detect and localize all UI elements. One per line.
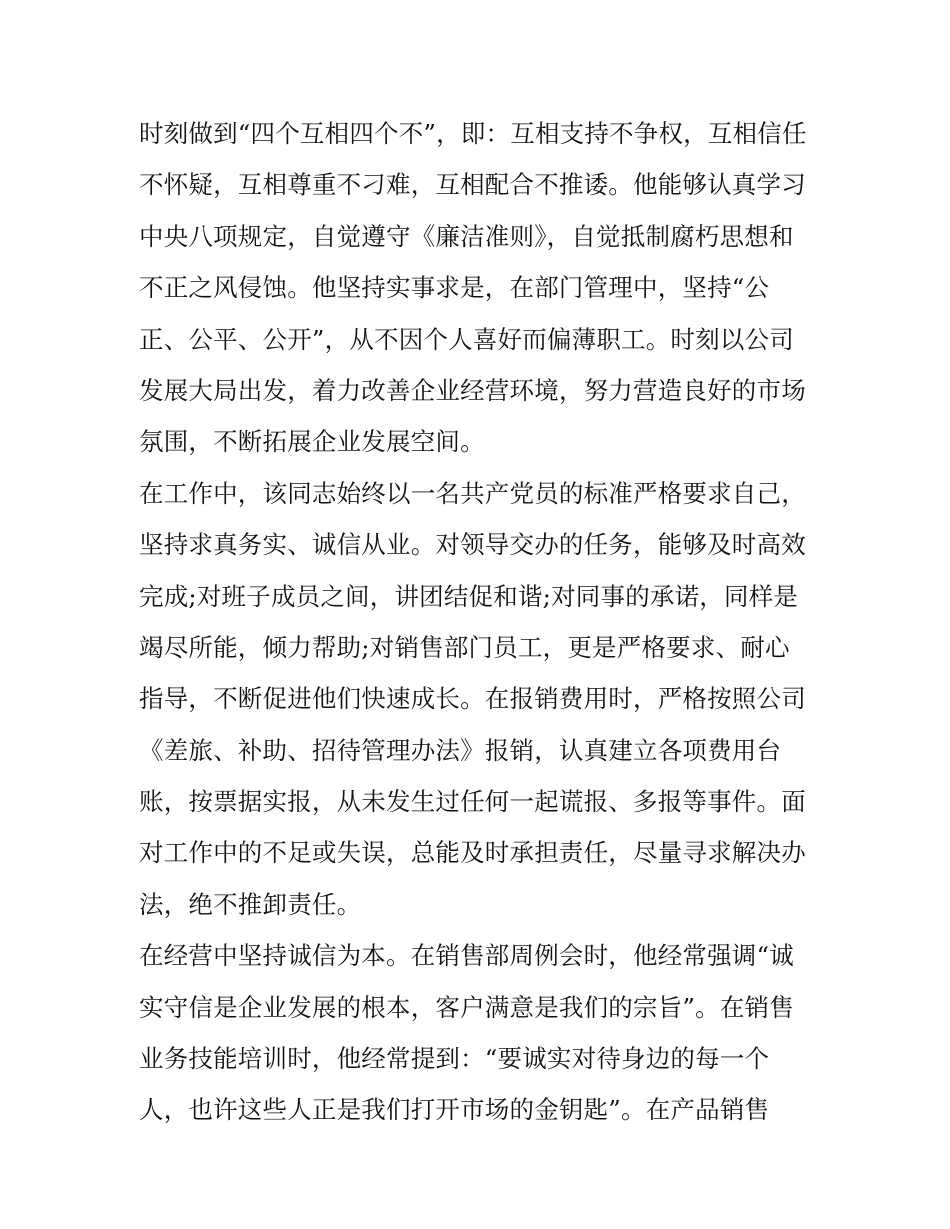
text-line: 发展大局出发，着力改善企业经营环境，努力营造良好的市场	[139, 375, 806, 405]
text-line: 法，绝不推卸责任。	[139, 889, 362, 919]
text-line: 业务技能培训时，他经常提到：“要诚实对待身边的每一个	[139, 1044, 770, 1074]
text-line: 实守信是企业发展的根本，客户满意是我们的宗旨”。在销售	[139, 992, 794, 1022]
text-line: 人，也许这些人正是我们打开市场的金钥匙”。在产品销售	[139, 1095, 770, 1125]
text-line: 指导，不断促进他们快速成长。在报销费用时，严格按照公司	[139, 684, 806, 714]
text-line: 不怀疑，互相尊重不刁难，互相配合不推诿。他能够认真学习	[139, 170, 806, 200]
text-line: 竭尽所能，倾力帮助;对销售部门员工，更是严格要求、耐心	[139, 632, 790, 662]
text-line: 中央八项规定，自觉遵守《廉洁准则》，自觉抵制腐朽思想和	[139, 221, 794, 251]
body-text	[139, 108, 819, 1136]
text-line: 账，按票据实报，从未发生过任何一起谎报、多报等事件。面	[139, 787, 806, 817]
text-line: 完成;对班子成员之间，讲团结促和谐;对同事的承诺，同样是	[139, 581, 799, 611]
text-line: 《差旅、补助、招待管理办法》报销，认真建立各项费用台	[139, 735, 782, 765]
text-line: 氛围，不断拓展企业发展空间。	[139, 427, 485, 457]
text-line: 对工作中的不足或失误，总能及时承担责任，尽量寻求解决办	[139, 838, 806, 868]
text-line: 在经营中坚持诚信为本。在销售部周例会时，他经常强调“诚	[139, 941, 794, 971]
text-line: 在工作中，该同志始终以一名共产党员的标准严格要求自己，	[139, 478, 806, 508]
text-line: 坚持求真务实、诚信从业。对领导交办的任务，能够及时高效	[139, 530, 806, 560]
text-line: 不正之风侵蚀。他坚持实事求是，在部门管理中，坚持“公	[139, 273, 770, 303]
text-line: 时刻做到“四个互相四个不”，即：互相支持不争权，互相信任	[139, 119, 807, 148]
text-line: 正、公平、公开”，从不因个人喜好而偏薄职工。时刻以公司	[139, 324, 794, 354]
